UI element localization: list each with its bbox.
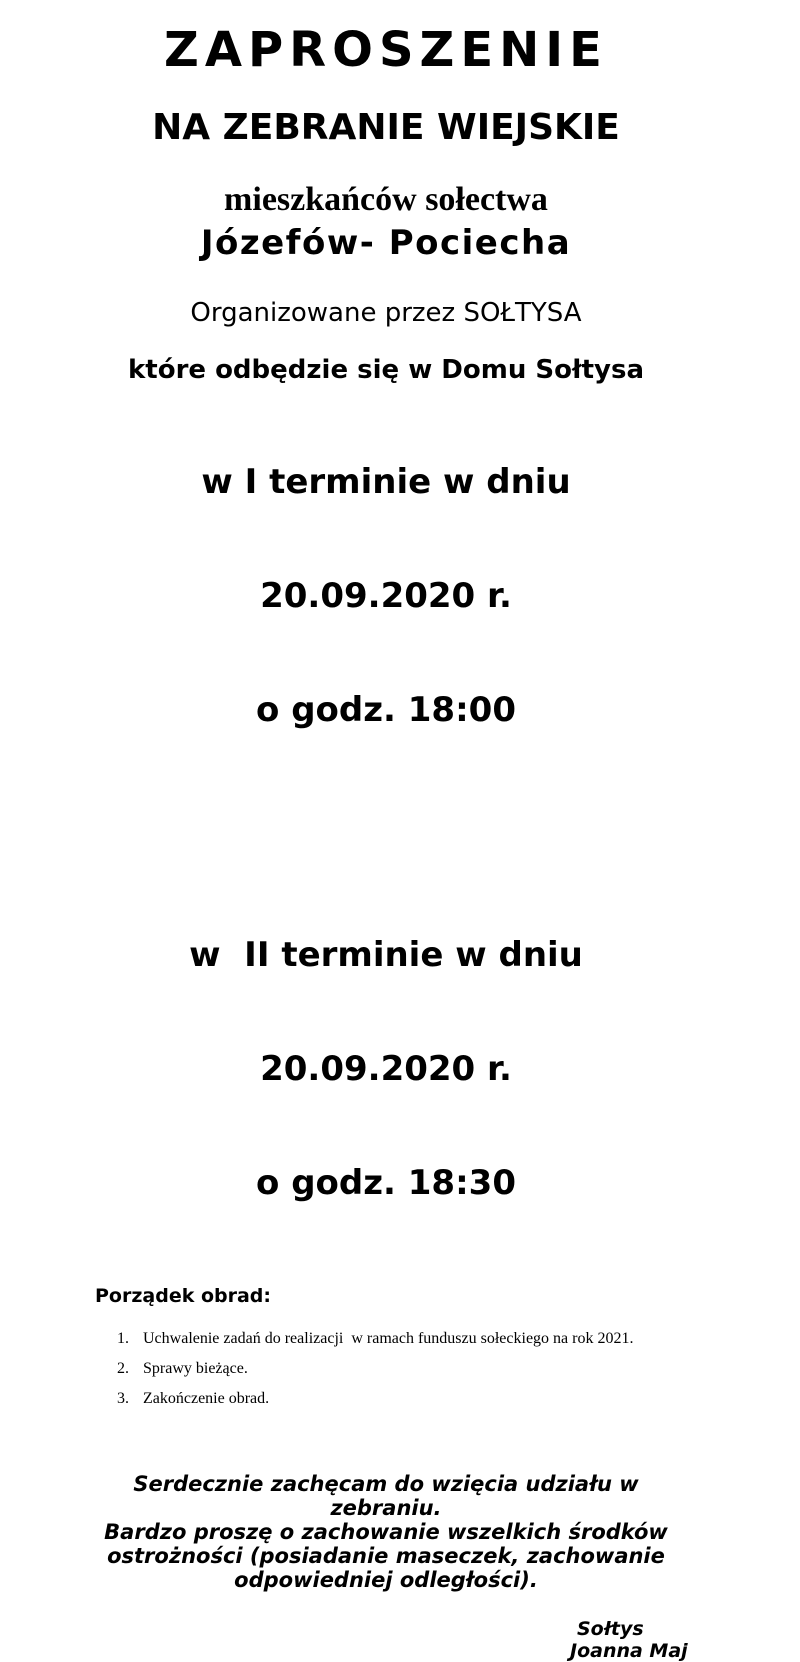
agenda-heading: Porządek obrad:	[95, 1285, 272, 1307]
agenda-item-number: 3.	[117, 1390, 129, 1407]
closing-line-1: Serdecznie zachęcam do wzięcia udziału w zebraniu.	[133, 1472, 639, 1520]
closing-line-2: Bardzo proszę o zachowanie wszelkich środków ostrożności (posiadanie maseczek, zachowanie odpowiedniej odległości).	[104, 1520, 668, 1592]
village-name: Józefów- Pociecha	[200, 223, 572, 263]
closing-paragraph	[86, 1472, 686, 1592]
venue-line: które odbędzie się w Domu Sołtysa	[127, 355, 645, 385]
signature-role: Sołtys	[577, 1618, 644, 1640]
organizer-line: Organizowane przez SOŁTYSA	[190, 298, 582, 328]
first-term-block	[58, 387, 714, 805]
agenda-item	[117, 1360, 714, 1378]
signature-name: Joanna Maj	[570, 1640, 688, 1662]
invitation-document	[58, 0, 714, 1662]
page-title: ZAPROSZENIE	[164, 22, 608, 78]
second-term-date: 20.09.2020 r.	[260, 1049, 512, 1089]
first-term-date: 20.09.2020 r.	[260, 576, 512, 616]
first-term-time: o godz. 18:00	[256, 690, 516, 730]
agenda-item	[117, 1390, 714, 1408]
audience-line: mieszkańców sołectwa	[224, 181, 548, 218]
second-term-time: o godz. 18:30	[256, 1163, 516, 1203]
first-term-heading: w I terminie w dniu	[201, 462, 571, 502]
page-subtitle: NA ZEBRANIE WIEJSKIE	[152, 107, 620, 148]
agenda-item-text: Sprawy bieżące.	[143, 1360, 248, 1377]
agenda-item-number: 2.	[117, 1360, 129, 1377]
agenda-item-number: 1.	[117, 1330, 129, 1347]
second-term-heading: w II terminie w dniu	[189, 935, 583, 975]
agenda-item-text: Zakończenie obrad.	[143, 1390, 270, 1407]
signature-block	[570, 1618, 714, 1662]
agenda-list	[117, 1330, 714, 1408]
agenda-item-text: Uchwalenie zadań do realizacji w ramach funduszu sołeckiego na rok 2021.	[143, 1330, 634, 1347]
second-term-block	[58, 860, 714, 1278]
agenda-item	[117, 1330, 714, 1348]
